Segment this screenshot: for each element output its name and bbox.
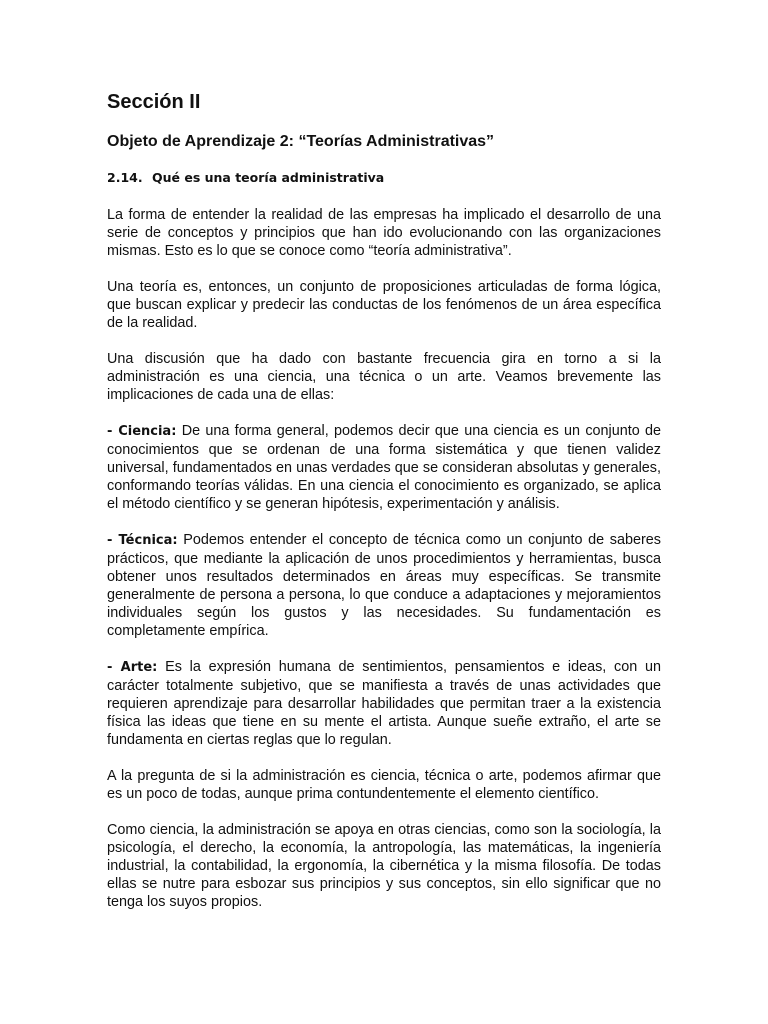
paragraph-intro: La forma de entender la realidad de las empresas ha implicado el desarrollo de una serie de conceptos y principios que han ido evolucionando con las organizaciones mismas. Esto es lo que se conoce como “teoría administrativa”. — [107, 207, 661, 259]
document-page — [107, 89, 661, 911]
definition-ciencia-text: De una forma general, podemos decir que una ciencia es un conjunto de conocimientos que se ordenan de una forma sistemática y que tienen validez universal, fundamentados en unas verdades que se consideran absolutas y generales, conformando teorías válidas. En una ciencia el conocimiento es organizado, se aplica el método científico y se generan hipótesis, experimentación y análisis. — [107, 423, 662, 512]
subsection-number: 2.14. — [107, 170, 143, 185]
paragraph-related-sciences: Como ciencia, la administración se apoya en otras ciencias, como son la sociología, la psicología, el derecho, la economía, la antropología, las matemáticas, la ingeniería industrial, la contabilidad, la ergonomía, la cibernética y la misma filosofía. De todas ellas se nutre para esbozar sus principios y sus conceptos, sin ello significar que no tenga los suyos propios. — [107, 822, 661, 910]
subsection-heading — [107, 169, 661, 187]
definition-tecnica-text: Podemos entender el concepto de técnica como un conjunto de saberes prácticos, que mediante la aplicación de unos procedimientos y herramientas, busca obtener unos resultados determinados en áreas muy específicas. Se transmite generalmente de persona a persona, lo que conduce a adaptaciones y mejoramientos individuales según los gustos y las necesidades. Su fundamentación es completamente empírica. — [107, 532, 661, 639]
definition-arte-text: Es la expresión humana de sentimientos, pensamientos e ideas, con un carácter totalmente subjetivo, que se manifiesta a través de unas actividades que requieren aprendizaje para desarrollar habilidades que permitan traer a la existencia física las ideas que tiene en su mente el artista. Aunque sueñe extraño, el arte se fundamenta en ciertas reglas que lo regulan. — [107, 659, 661, 748]
definition-ciencia — [107, 422, 661, 513]
section-title: Sección II — [107, 91, 201, 113]
paragraph-discussion: Una discusión que ha dado con bastante frecuencia gira en torno a si la administración es una ciencia, una técnica o un arte. Veamos brevemente las implicaciones de cada una de ellas: — [107, 351, 661, 403]
learning-object-title: Objeto de Aprendizaje 2: “Teorías Administrativas” — [107, 133, 495, 150]
term-ciencia: - Ciencia: — [107, 424, 177, 439]
paragraph-theory-definition: Una teoría es, entonces, un conjunto de proposiciones articuladas de forma lógica, que buscan explicar y predecir las conductas de los fenómenos de un área específica de la realidad. — [107, 279, 661, 331]
term-tecnica: - Técnica: — [107, 533, 178, 548]
paragraph-conclusion: A la pregunta de si la administración es ciencia, técnica o arte, podemos afirmar que es un poco de todas, aunque prima contundentemente el elemento científico. — [107, 768, 661, 802]
definition-tecnica — [107, 531, 661, 640]
subsection-title: Qué es una teoría administrativa — [152, 170, 385, 185]
term-arte: - Arte: — [107, 660, 158, 675]
definition-arte — [107, 658, 661, 749]
